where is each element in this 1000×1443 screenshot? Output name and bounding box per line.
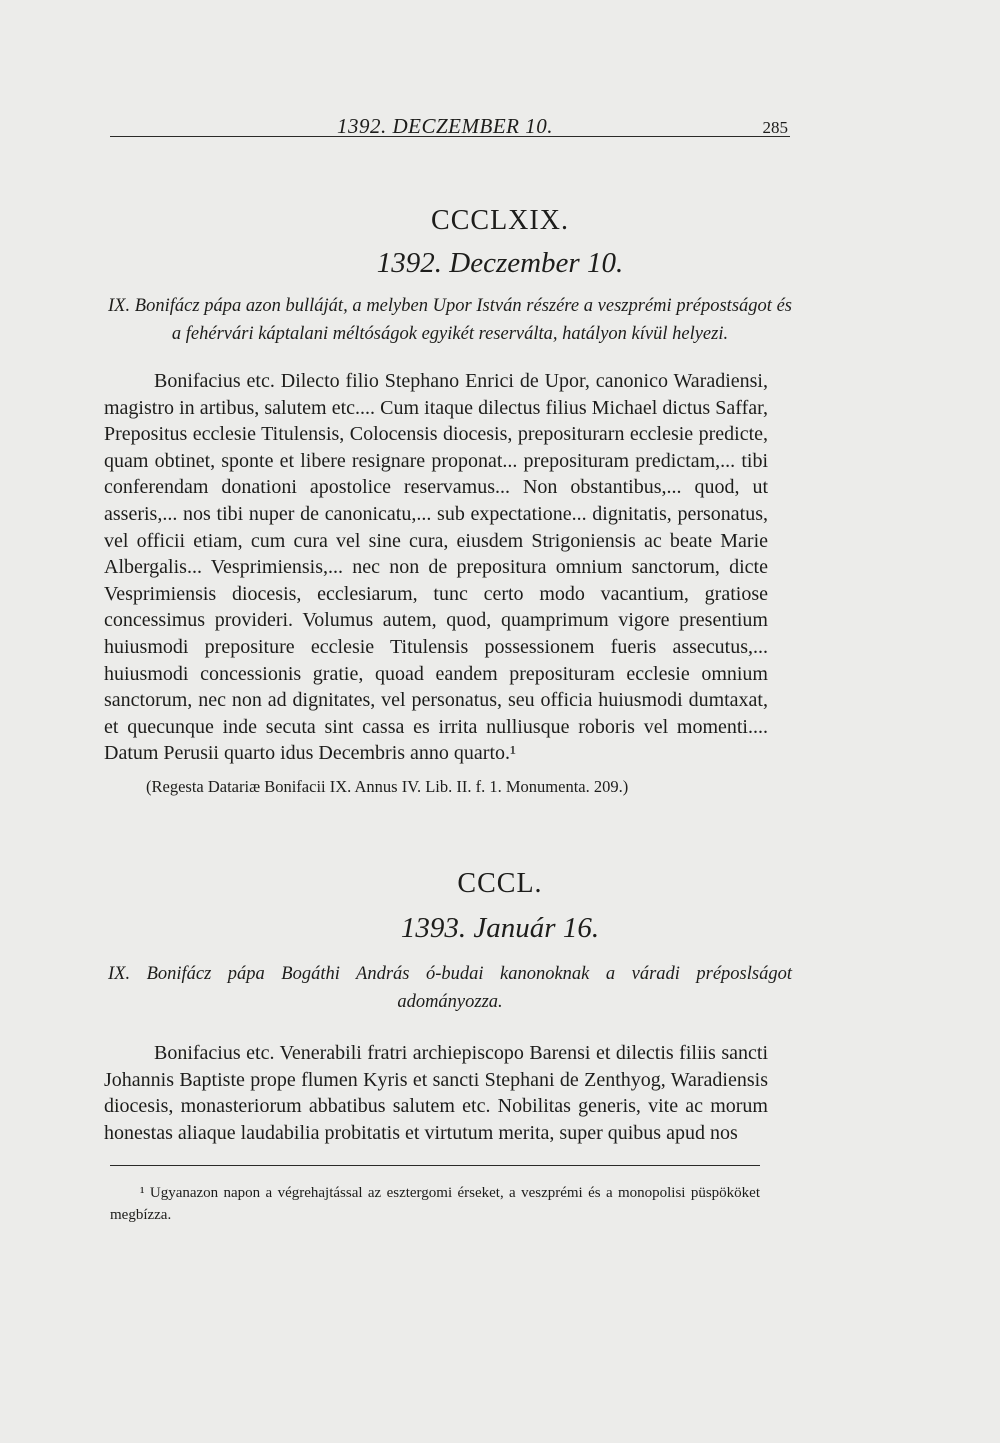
running-header-title: 1392. DECZEMBER 10. bbox=[337, 114, 553, 138]
document-regest: IX. Bonifácz pápa azon bulláját, a melyben Upor István részére a veszprémi prépostságot és a fehérvári káptalani méltóságok egyikét reserválta, hatályon kívül helyezi. bbox=[108, 296, 792, 344]
footnote: ¹ Ugyanazon napon a végrehajtással az esztergomi érseket, a veszprémi és a monopolisi püspököket megbízza. bbox=[110, 1185, 760, 1223]
document-text: Bonifacius etc. Venerabili fratri archiepiscopo Barensi et dilectis filiis sancti Johannis Baptiste prope flumen Kyris et sancti Stephani de Zenthyog, Waradiensis diocesis, monasteriorum abbatibus salutem etc. Nobilitas generis, vite ac morum honestas aliaque laudabilia probitatis et virtutum merita, super quibus apud nos bbox=[104, 1042, 768, 1144]
page-number: 285 bbox=[762, 118, 788, 137]
source-citation: (Regesta Datariæ Bonifacii IX. Annus IV. Lib. II. f. 1. Monumenta. 209.) bbox=[146, 777, 629, 796]
document-number: CCCL. bbox=[457, 868, 543, 899]
document-number: CCCLXIX. bbox=[431, 205, 569, 236]
document-date: 1392. Deczember 10. bbox=[376, 247, 624, 279]
document-regest: IX. Bonifácz pápa Bogáthi András ó-budai kanonoknak a váradi préposlságot adományozza. bbox=[108, 964, 792, 1012]
footnote-rule bbox=[110, 1165, 760, 1166]
document-text: Bonifacius etc. Dilecto filio Stephano Enrici de Upor, canonico Waradiensi, magistro in artibus, salutem etc.... Cum itaque dilectus filius Michael dictus Saffar, Prepositus ecclesie Titulensis, Colocensis diocesis, prepositurarn ecclesie predicte, quam obtinet, sponte et libere resignare proponat... preposituram predictam,... tibi conferendam donationi apostolice reservamus... Non obstantibus,... quod, ut asseris,... nos tibi nuper de canonicatu,... sub expectatione... dignitatis, personatus, vel officii etiam, cum cura vel sine cura, eiusdem Strigoniensis ac beate Marie Albergalis... Vesprimiensis,... nec non de prepositura omnium sanctorum, dicte Vesprimiensis diocesis, ecclesiarum, tunc certo modo vacantium, gratiose concessimus provideri. Volumus autem, quod, quamprimum vigore presentium huiusmodi prepositure ecclesie Titulensis possessionem fueris assecutus,... huiusmodi concessionis gratie, quoad eandem preposituram ecclesie omnium sanctorum, nec non ad dignitates, vel personatus, seu officia huiusmodi dumtaxat, et quecunque inde secuta sint cassa es irrita nulliusque roboris vel momenti.... Datum Perusii quarto idus Decembris anno quarto.¹ bbox=[104, 370, 768, 765]
header-rule bbox=[110, 136, 790, 137]
document-date: 1393. Január 16. bbox=[400, 912, 600, 944]
